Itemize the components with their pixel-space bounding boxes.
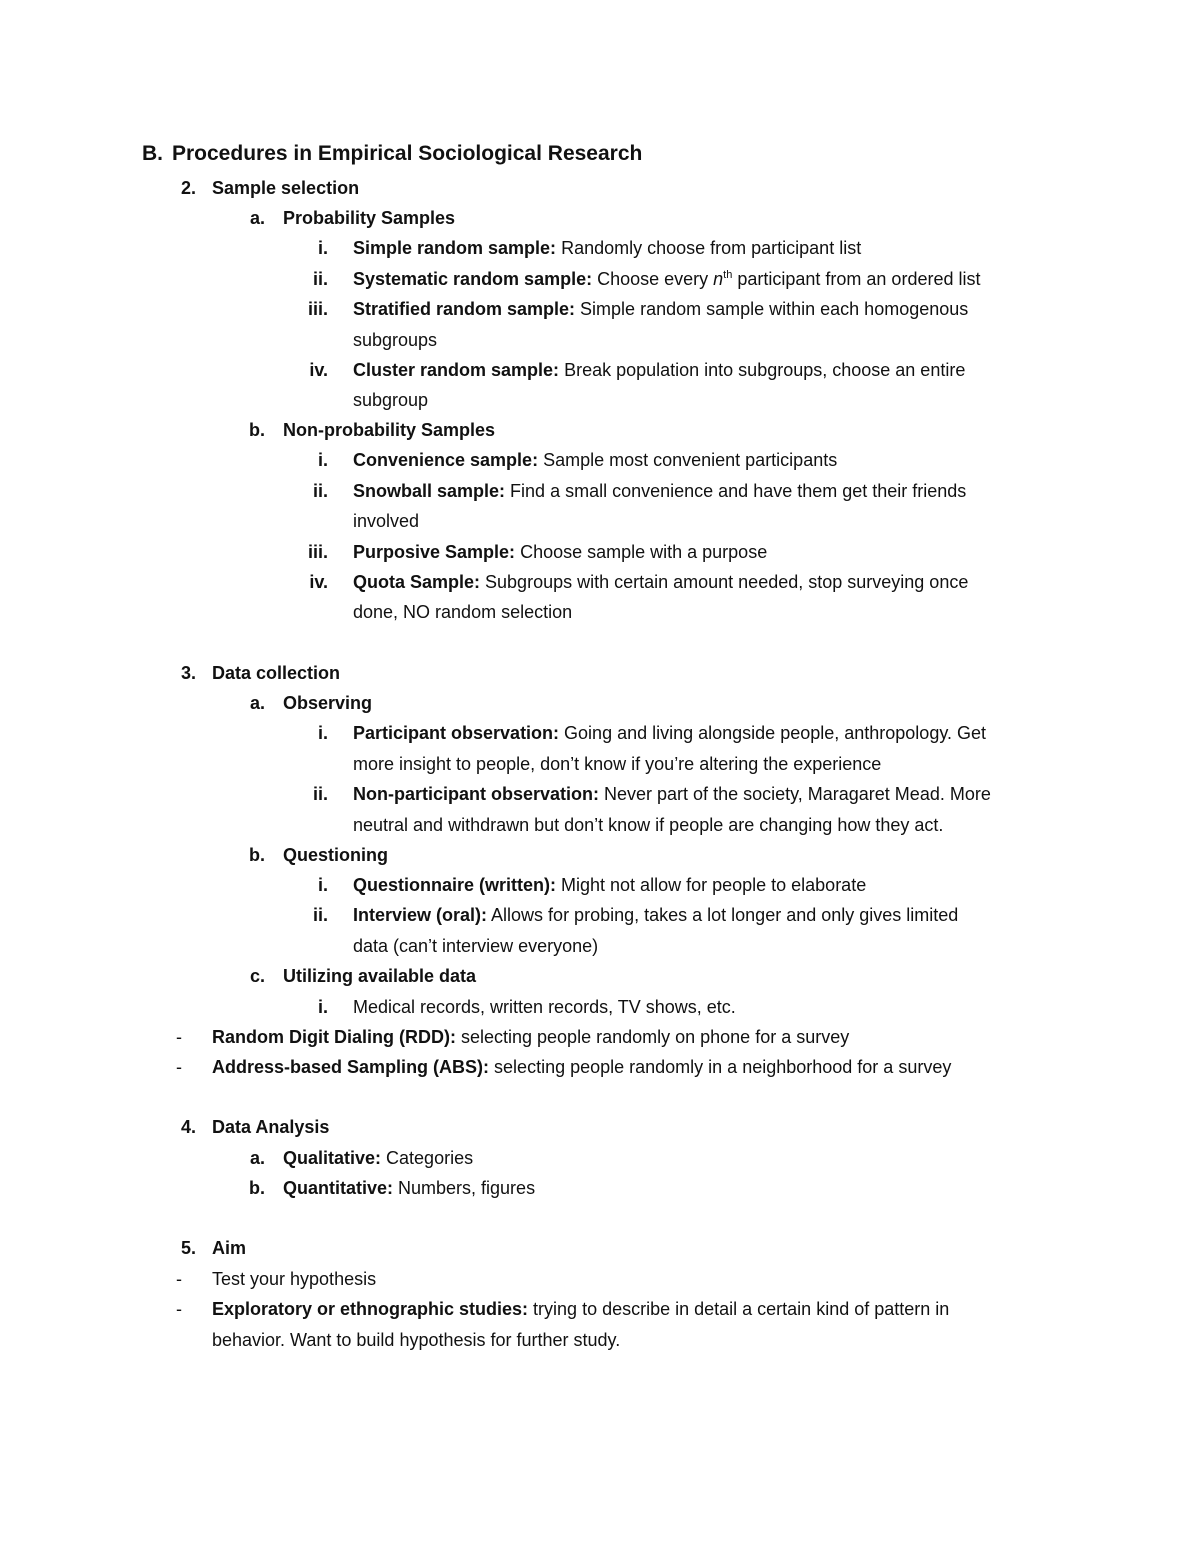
- item-2-sample-selection: [180, 173, 360, 203]
- item-2a-iv-cont: [353, 385, 428, 415]
- item-2a-i: [317, 233, 862, 263]
- item-2b-ii-cont: [353, 506, 419, 536]
- item-continuation: involved: [353, 511, 420, 531]
- item-superscript: th: [723, 269, 733, 281]
- item-3c-i: [317, 992, 736, 1022]
- list-marker: i.: [317, 997, 328, 1017]
- list-marker: 3.: [180, 663, 196, 683]
- item-desc: selecting people randomly in a neighborhood for a survey: [489, 1057, 952, 1077]
- list-marker: ii.: [312, 905, 328, 925]
- item-4-data-analysis: [180, 1112, 330, 1142]
- item-term: Systematic random sample:: [353, 269, 593, 289]
- item-desc: Randomly choose from participant list: [556, 238, 862, 258]
- item-2b-ii: [312, 476, 967, 506]
- item-term: Random Digit Dialing (RDD):: [212, 1027, 456, 1047]
- list-marker: iv.: [309, 572, 328, 592]
- item-desc: Choose sample with a purpose: [515, 542, 768, 562]
- item-3b-i: [317, 870, 867, 900]
- dash-marker: -: [176, 1057, 182, 1077]
- item-title: Aim: [212, 1238, 247, 1258]
- item-term: Quota Sample:: [353, 572, 481, 592]
- list-marker: b.: [249, 845, 265, 865]
- item-title: Probability Samples: [283, 208, 456, 228]
- item-continuation: subgroup: [353, 390, 429, 410]
- dash-marker: -: [176, 1299, 182, 1319]
- item-5-aim: [180, 1233, 247, 1263]
- item-3b-ii: [312, 900, 959, 930]
- item-desc: Never part of the society, Maragaret Mead. More: [599, 784, 991, 804]
- item-term: Qualitative:: [283, 1148, 382, 1168]
- bullet-exploratory-studies: [176, 1294, 950, 1324]
- list-marker: i.: [317, 450, 328, 470]
- item-desc: Test your hypothesis: [212, 1269, 377, 1289]
- heading-marker: B.: [142, 142, 163, 165]
- item-term: Questionnaire (written):: [353, 875, 557, 895]
- list-marker: 5.: [180, 1238, 196, 1258]
- item-title: Observing: [283, 693, 373, 713]
- list-marker: i.: [317, 238, 328, 258]
- item-term: Participant observation:: [353, 723, 560, 743]
- item-desc: Break population into subgroups, choose an entire: [559, 360, 966, 380]
- item-3a-ii: [312, 779, 991, 809]
- item-2b-i: [317, 445, 838, 475]
- item-2a-probability-samples: [249, 203, 456, 233]
- item-3-data-collection: [180, 658, 341, 688]
- list-marker: i.: [317, 875, 328, 895]
- item-4a-qualitative: [249, 1143, 474, 1173]
- item-3a-observing: [249, 688, 373, 718]
- list-marker: ii.: [312, 269, 328, 289]
- bullet-rdd: [176, 1022, 850, 1052]
- list-marker: i.: [317, 723, 328, 743]
- item-continuation: data (can’t interview everyone): [353, 936, 599, 956]
- list-marker: 2.: [180, 178, 196, 198]
- item-3c-available-data: [249, 961, 477, 991]
- item-term: Simple random sample:: [353, 238, 557, 258]
- item-continuation: more insight to people, don’t know if you’re altering the experience: [353, 754, 882, 774]
- item-desc: trying to describe in detail a certain kind of pattern in: [528, 1299, 950, 1319]
- list-marker: b.: [249, 420, 265, 440]
- item-n: n: [713, 269, 724, 289]
- list-marker: a.: [249, 208, 265, 228]
- item-desc: Categories: [381, 1148, 474, 1168]
- item-2b-iii: [307, 537, 768, 567]
- section-heading: [142, 142, 642, 166]
- item-2a-iii-cont: [353, 325, 437, 355]
- item-title: Utilizing available data: [283, 966, 477, 986]
- item-title: Data collection: [212, 663, 341, 683]
- item-2b-non-probability-samples: [249, 415, 496, 445]
- list-marker: ii.: [312, 481, 328, 501]
- item-4b-quantitative: [249, 1173, 536, 1203]
- item-desc: selecting people randomly on phone for a survey: [455, 1027, 850, 1047]
- item-3b-ii-cont: [353, 931, 598, 961]
- list-marker: a.: [249, 1148, 265, 1168]
- list-marker: 4.: [180, 1117, 196, 1137]
- item-continuation: done, NO random selection: [353, 602, 573, 622]
- item-2b-iv-cont: [353, 597, 572, 627]
- item-term: Purposive Sample:: [353, 542, 516, 562]
- item-desc: Allows for probing, takes a lot longer and only gives limited: [487, 905, 959, 925]
- item-term: Stratified random sample:: [353, 299, 576, 319]
- bullet-abs: [176, 1052, 952, 1082]
- list-marker: a.: [249, 693, 265, 713]
- item-term: Quantitative:: [283, 1178, 394, 1198]
- item-desc: Find a small convenience and have them get their friends: [505, 481, 967, 501]
- item-3a-i-cont: [353, 749, 881, 779]
- item-term: Address-based Sampling (ABS):: [212, 1057, 490, 1077]
- item-desc: Might not allow for people to elaborate: [556, 875, 867, 895]
- item-title: Sample selection: [212, 178, 360, 198]
- heading-text: Procedures in Empirical Sociological Research: [172, 142, 643, 165]
- item-continuation: behavior. Want to build hypothesis for further study.: [212, 1330, 621, 1350]
- item-desc: Simple random sample within each homogenous: [575, 299, 969, 319]
- dash-marker: -: [176, 1269, 182, 1289]
- item-2a-ii: [312, 264, 981, 294]
- item-desc: Sample most convenient participants: [538, 450, 838, 470]
- item-title: Questioning: [283, 845, 388, 865]
- list-marker: ii.: [312, 784, 328, 804]
- item-desc-post: participant from an ordered list: [732, 269, 981, 289]
- item-desc: Numbers, figures: [393, 1178, 536, 1198]
- item-title: Data Analysis: [212, 1117, 330, 1137]
- item-3a-i: [317, 718, 987, 748]
- bullet-test-hypothesis: [176, 1264, 377, 1294]
- list-marker: iii.: [307, 299, 328, 319]
- bullet-exploratory-studies-cont: [212, 1325, 620, 1355]
- list-marker: b.: [249, 1178, 265, 1198]
- dash-marker: -: [176, 1027, 182, 1047]
- item-desc: Going and living alongside people, anthropology. Get: [559, 723, 987, 743]
- item-term: Cluster random sample:: [353, 360, 560, 380]
- item-2a-iv: [309, 355, 966, 385]
- item-term: Interview (oral):: [353, 905, 488, 925]
- item-title: Non-probability Samples: [283, 420, 496, 440]
- list-marker: iv.: [309, 360, 328, 380]
- item-3a-ii-cont: [353, 810, 943, 840]
- item-term: Convenience sample:: [353, 450, 539, 470]
- list-marker: iii.: [307, 542, 328, 562]
- item-2a-iii: [307, 294, 969, 324]
- item-desc: Medical records, written records, TV shows, etc.: [353, 997, 736, 1017]
- item-term: Exploratory or ethnographic studies:: [212, 1299, 529, 1319]
- item-desc: Choose every: [592, 269, 714, 289]
- item-term: Snowball sample:: [353, 481, 506, 501]
- list-marker: c.: [249, 966, 265, 986]
- item-continuation: subgroups: [353, 330, 438, 350]
- item-2b-iv: [309, 567, 969, 597]
- item-desc: Subgroups with certain amount needed, stop surveying once: [480, 572, 969, 592]
- item-3b-questioning: [249, 840, 388, 870]
- item-continuation: neutral and withdrawn but don’t know if people are changing how they act.: [353, 815, 944, 835]
- item-term: Non-participant observation:: [353, 784, 600, 804]
